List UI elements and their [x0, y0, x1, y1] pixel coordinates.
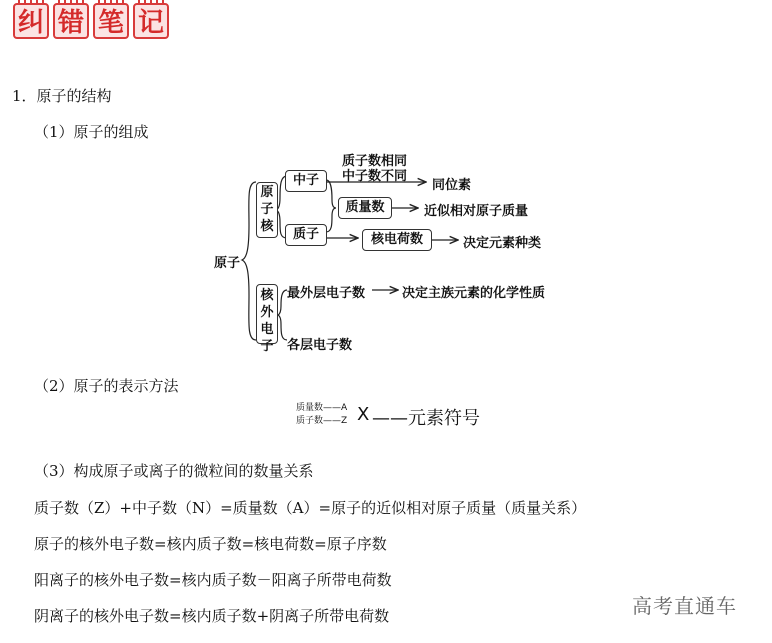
diagram-proton-same: 质子数相同 [342, 154, 408, 169]
diagram-proton-box: 质子 [285, 224, 327, 246]
subheading-composition: （1）原子的组成 [34, 123, 149, 141]
diagram-neutron-box: 中子 [285, 170, 327, 192]
diagram-approx-mass: 近似相对原子质量 [424, 204, 529, 219]
diagram-layer-electrons: 各层电子数 [287, 338, 353, 353]
banner-char-2: 错 [53, 3, 89, 39]
diagram-electrons-label: 核外电子 [260, 288, 274, 354]
banner-char-4: 记 [133, 3, 169, 39]
diagram-nuclear-charge-box: 核电荷数 [362, 229, 432, 251]
relation-line-3: 阳离子的核外电子数=核内质子数－阳离子所带电荷数 [34, 571, 392, 589]
symbol-proton-label: 质子数——Z [296, 416, 348, 426]
symbol-mass-label: 质量数——A [296, 403, 348, 413]
diagram-element-kind: 决定元素种类 [463, 236, 542, 251]
relation-line-4: 阴离子的核外电子数=核内质子数+阴离子所带电荷数 [34, 607, 390, 625]
diagram-nucleus-label: 原子核 [260, 185, 274, 234]
relation-line-1: 质子数（Z）+中子数（N）=质量数（A）=原子的近似相对原子质量（质量关系） [34, 499, 587, 517]
section-title: 1．原子的结构 [12, 87, 112, 105]
symbol-element-desc: ——元素符号 [372, 408, 480, 429]
diagram-isotope: 同位素 [432, 178, 472, 193]
diagram-mass-number-box: 质量数 [338, 197, 392, 219]
subheading-relations: （3）构成原子或离子的微粒间的数量关系 [34, 462, 314, 480]
diagram-electrons-box [256, 284, 278, 354]
diagram-nucleus-box [256, 182, 278, 238]
banner-char-1: 纠 [13, 3, 49, 39]
symbol-element: X [357, 404, 370, 425]
diagram-root-atom: 原子 [214, 256, 241, 271]
watermark: 高考直通车 [632, 594, 737, 618]
banner-char-3: 笔 [93, 3, 129, 39]
diagram-neutron-diff: 中子数不同 [342, 169, 408, 184]
subheading-representation: （2）原子的表示方法 [34, 377, 179, 395]
relation-line-2: 原子的核外电子数=核内质子数=核电荷数=原子序数 [34, 535, 387, 553]
diagram-chem-property: 决定主族元素的化学性质 [402, 286, 546, 301]
diagram-outer-electrons: 最外层电子数 [287, 286, 366, 301]
